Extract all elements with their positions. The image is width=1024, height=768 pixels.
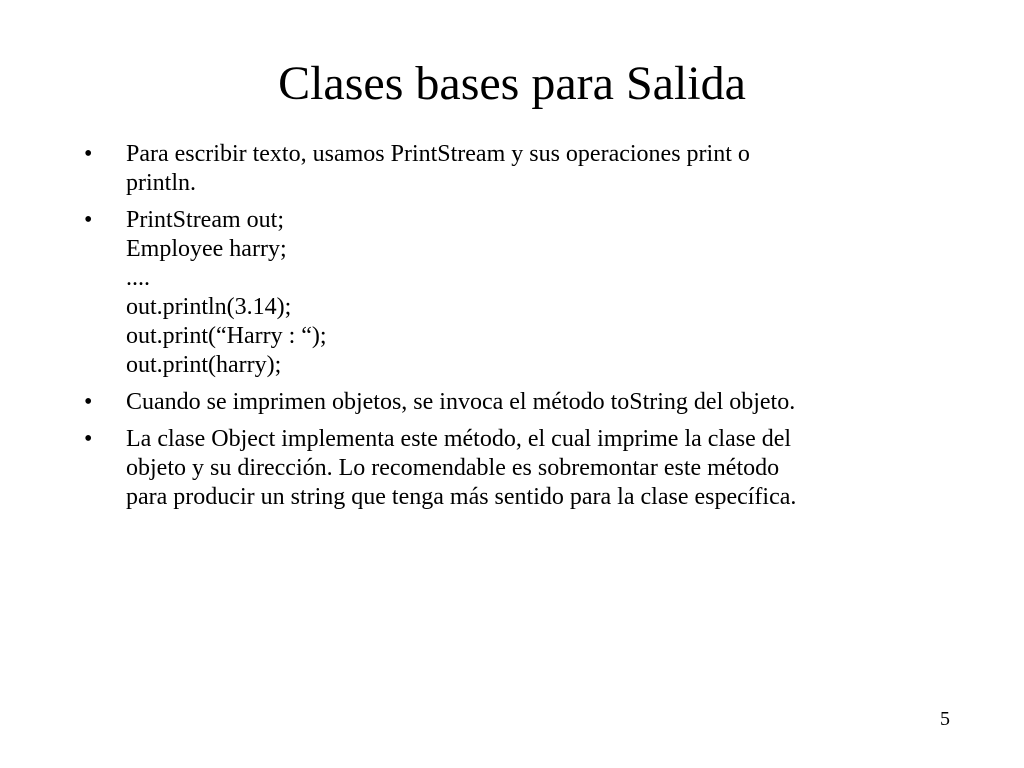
bullet-text-line: objeto y su dirección. Lo recomendable es sobremontar este método — [126, 455, 780, 481]
bullet-text-line: La clase Object implementa este método, el cual imprime la clase del — [126, 426, 792, 452]
bullet-item — [84, 388, 944, 417]
bullet-text-line: Cuando se imprimen objetos, se invoca el método toString del objeto. — [126, 389, 796, 415]
code-line: out.print(“Harry : “); — [126, 323, 327, 349]
bullet-dot-icon: • — [84, 207, 93, 233]
code-line: Employee harry; — [126, 236, 287, 262]
bullet-dot-icon: • — [84, 389, 93, 415]
bullet-item — [84, 425, 944, 512]
bullet-text-line: Para escribir texto, usamos PrintStream y sus operaciones print o — [126, 141, 750, 167]
bullet-dot-icon: • — [84, 141, 93, 167]
page-number: 5 — [940, 708, 950, 730]
bullet-dot-icon: • — [84, 426, 93, 452]
code-line: PrintStream out; — [126, 207, 284, 233]
bullet-item — [84, 140, 944, 198]
code-line: .... — [126, 265, 150, 291]
bullet-text-line: println. — [126, 170, 196, 196]
bullet-text-line: para producir un string que tenga más sentido para la clase específica. — [126, 484, 797, 510]
code-line: out.println(3.14); — [126, 294, 292, 320]
code-line: out.print(harry); — [126, 352, 282, 378]
bullet-list — [84, 140, 944, 520]
slide-title: Clases bases para Salida — [278, 57, 746, 110]
bullet-item — [84, 206, 944, 380]
